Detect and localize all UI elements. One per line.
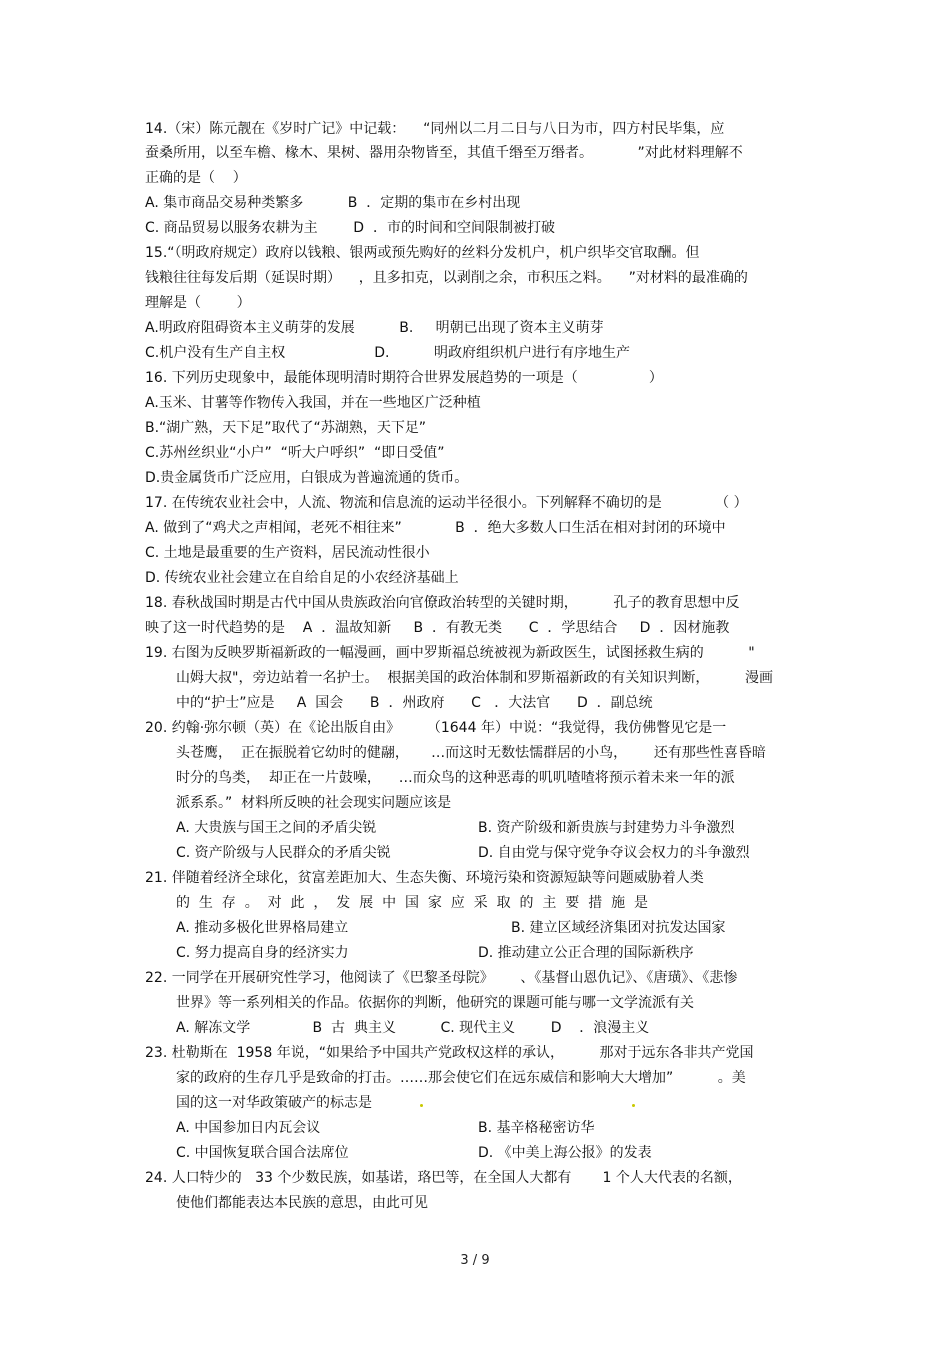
stray-dot <box>420 1104 423 1107</box>
q16-option-d: D.贵金属货币广泛应用，白银成为普遍流通的货币。 <box>145 470 469 486</box>
q16-option-b: B.“湖广熟，天下足”取代了“苏湖熟，天下足” <box>145 420 427 436</box>
q20-option-a: A. 大贵族与国王之间的矛盾尖锐 <box>176 820 377 836</box>
q18-line-1: 18. 春秋战国时期是古代中国从贵族政治向官僚政治转型的关键时期， 孔子的教育思想中反 <box>145 595 740 611</box>
q17-option-d: D. 传统农业社会建立在自给自足的小农经济基础上 <box>145 570 459 586</box>
q16-option-a: A.玉米、甘薯等作物传入我国，并在一些地区广泛种植 <box>145 395 481 411</box>
q24-line-2: 使他们都能表达本民族的意思，由此可见 <box>176 1195 428 1211</box>
q21-line-2: 的 生 存 。 对 此 ， 发 展 中 国 家 应 采 取 的 主 要 措 施 是 <box>176 895 649 911</box>
q18-line-2: 映了这一时代趋势的是 A ．温故知新 B ．有教无类 C ．学思结合 D ．因材施教 <box>145 620 730 636</box>
q20-option-d: D. 自由党与保守党争夺议会权力的斗争激烈 <box>478 845 750 861</box>
q15-line-1: 15.“（明政府规定）政府以钱粮、银两或预先购好的丝料分发机户，机户织毕交官取酬。但 <box>145 245 700 261</box>
q17-stem: 17. 在传统农业社会中，人流、物流和信息流的运动半径很小。下列解释不确切的是 （ ） <box>145 495 748 511</box>
q14-line-2: 蚕桑所用，以至车檐、椽木、果树、器用杂物皆至，其值千缗至万缗者。 ”对此材料理解不 <box>145 145 743 161</box>
page-number: 3 / 9 <box>460 1253 490 1268</box>
q14-option-cd: C. 商品贸易以服务农耕为主 D ．市的时间和空间限制被打破 <box>145 220 555 236</box>
q15-line-3: 理解是（ ） <box>145 295 251 311</box>
q15-line-2: 钱粮往往每发后期（延误时期） ，且多扣克，以剥削之余，市积压之料。 ”对材料的最准确的 <box>145 270 748 286</box>
q21-option-b: B. 建立区域经济集团对抗发达国家 <box>511 920 726 936</box>
q17-option-c: C. 土地是最重要的生产资料，居民流动性很小 <box>145 545 430 561</box>
q14-line-1: 14.（宋）陈元靓在《岁时广记》中记载： “同州以二月二日与八日为市，四方村民毕集，应 <box>145 121 725 137</box>
q20-option-b: B. 资产阶级和新贵族与封建势力斗争激烈 <box>478 820 735 836</box>
q22-line-1: 22. 一同学在开展研究性学习，他阅读了《巴黎圣母院》 、《基督山恩仇记》、《唐璜》、《悲惨 <box>145 970 738 986</box>
q21-option-a: A. 推动多极化世界格局建立 <box>176 920 349 936</box>
stray-dot <box>632 1104 635 1107</box>
q15-option-cd: C.机户没有生产自主权 D. 明政府组织机户进行有序地生产 <box>145 345 630 361</box>
q14-line-3: 正确的是（ ） <box>145 170 247 186</box>
q21-option-c: C. 努力提高自身的经济实力 <box>176 945 349 961</box>
q16-option-c: C.苏州丝织业“小户” “听大户呼织” “即日受值” <box>145 445 445 461</box>
q21-line-1: 21. 伴随着经济全球化，贫富差距加大、生态失衡、环境污染和资源短缺等问题威胁着人类 <box>145 870 704 886</box>
q24-line-1: 24. 人口特少的 33 个少数民族，如基诺，珞巴等，在全国人大都有 1 个人大代表的名额， <box>145 1170 742 1186</box>
q23-line-2: 家的政府的生存几乎是致命的打击。……那会使它们在远东威信和影响大大增加” 。美 <box>176 1070 746 1086</box>
q19-line-3: 中的“护士”应是 A 国会 B ．州政府 C ．大法官 D ．副总统 <box>176 695 653 711</box>
q23-line-3: 国的这一对华政策破产的标志是 <box>176 1095 372 1111</box>
q23-option-b: B. 基辛格秘密访华 <box>478 1120 595 1136</box>
q15-option-ab: A.明政府阻碍资本主义萌芽的发展 B. 明朝已出现了资本主义萌芽 <box>145 320 604 336</box>
q20-line-3: 时分的鸟类， 却正在一片鼓噪， …而众鸟的这种恶毒的叽叽喳喳将预示着未来一年的派 <box>176 770 735 786</box>
q22-options: A. 解冻文学 B 古 典主义 C. 现代主义 D ．浪漫主义 <box>176 1020 650 1036</box>
q22-line-2: 世界》等一系列相关的作品。依据你的判断，他研究的课题可能与哪一文学流派有关 <box>176 995 694 1011</box>
q23-option-d: D. 《中美上海公报》的发表 <box>478 1145 652 1161</box>
q23-option-a: A. 中国参加日内瓦会议 <box>176 1120 321 1136</box>
q19-line-1: 19. 右图为反映罗斯福新政的一幅漫画，画中罗斯福总统被视为新政医生，试图拯救生病的 " <box>145 645 755 661</box>
q23-option-c: C. 中国恢复联合国合法席位 <box>176 1145 349 1161</box>
q20-line-2: 头苍鹰， 正在振脱着它幼时的健翮， …而这时无数怯懦群居的小鸟， 还有那些性喜昏暗 <box>176 745 766 761</box>
q20-option-c: C. 资产阶级与人民群众的矛盾尖锐 <box>176 845 391 861</box>
q20-line-4: 派系系。” 材料所反映的社会现实问题应该是 <box>176 795 452 811</box>
q16-stem: 16. 下列历史现象中，最能体现明清时期符合世界发展趋势的一项是（ ） <box>145 370 663 386</box>
q23-line-1: 23. 杜勒斯在 1958 年说，“如果给予中国共产党政权这样的承认， 那对于远东各非共产党国 <box>145 1045 754 1061</box>
q19-line-2: 山姆大叔"，旁边站着一名护士。 根据美国的政治体制和罗斯福新政的有关知识判断， 漫画 <box>176 670 773 686</box>
q17-option-ab: A. 做到了“鸡犬之声相闻，老死不相往来” B ．绝大多数人口生活在相对封闭的环境中 <box>145 520 726 536</box>
q20-line-1: 20. 约翰·弥尔顿（英）在《论出版自由》 （1644 年）中说：“我觉得，我仿佛瞥见它是一 <box>145 720 727 736</box>
q14-option-ab: A. 集市商品交易种类繁多 B ．定期的集市在乡村出现 <box>145 195 521 211</box>
q21-option-d: D. 推动建立公正合理的国际新秩序 <box>478 945 694 961</box>
